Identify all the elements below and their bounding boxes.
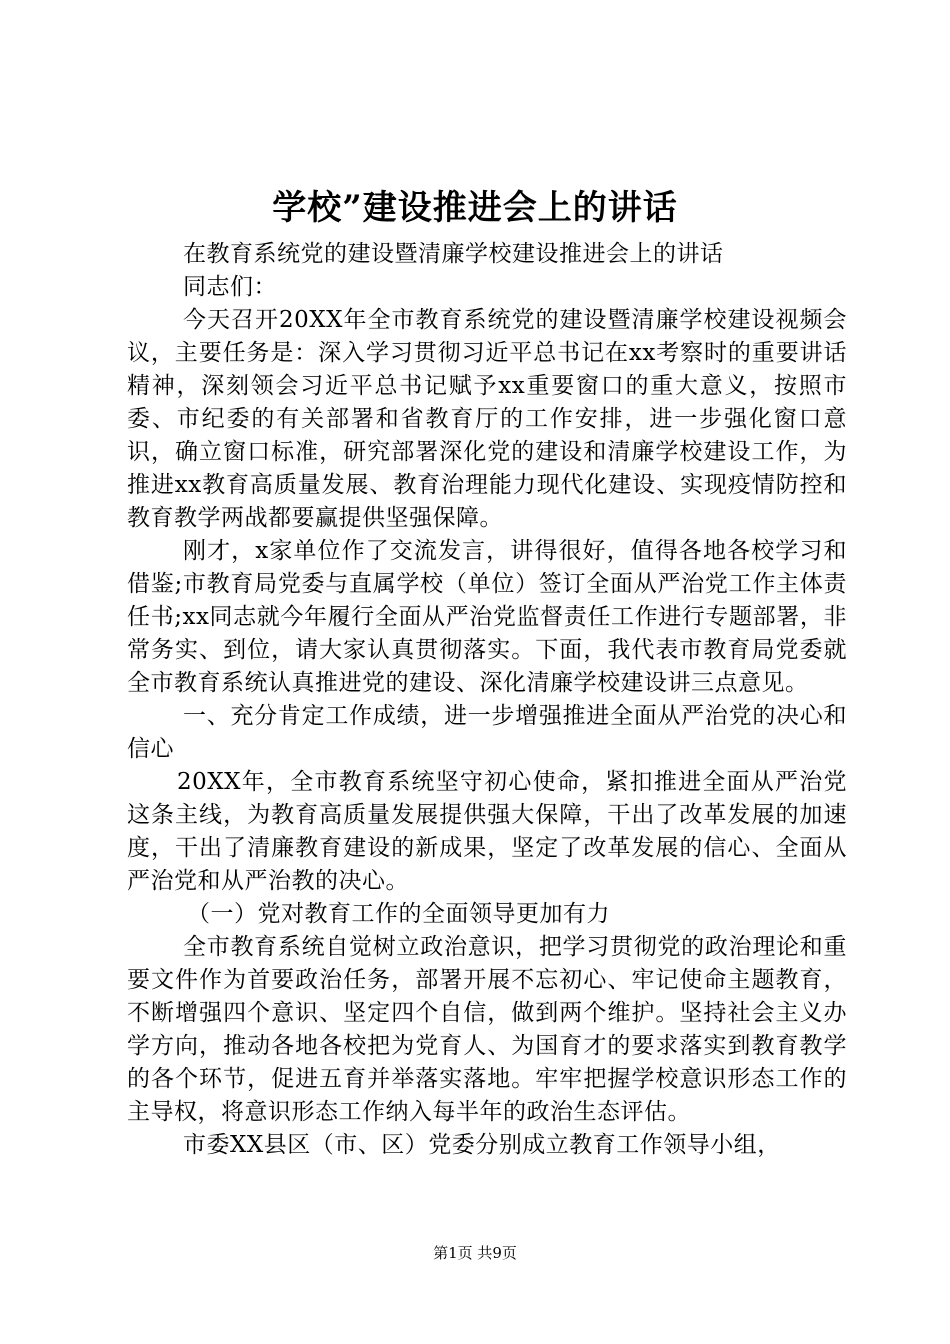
section-heading: 一、充分肯定工作成绩，进一步增强推进全面从严治党的决心和信心 (127, 703, 847, 762)
subsection-heading: （一）党对教育工作的全面领导更加有力 (187, 901, 610, 927)
document-title: 学校”建设推进会上的讲话 (272, 188, 678, 228)
body-paragraph: 今天召开20XX年全市教育系统党的建设暨清廉学校建设视频会议，主要任务是：深入学习贯彻习近平总书记在xx考察时的重要讲话精神，深刻领会习近平总书记赋予xx重要窗口的重大意义，按照市委、市纪委的有关部署和省教育厅的工作安排，进一步强化窗口意识，确立窗口标准，研究部署深化党的建设和清廉学校建设工作，为推进xx教育高质量发展、教育治理能力现代化建设、实现疫情防控和教育教学两战都要赢提供坚强保障。 (127, 307, 847, 531)
body-paragraph: 市委XX县区（市、区）党委分别成立教育工作领导小组， (183, 1132, 781, 1158)
page-footer: 第1页 共9页 (433, 1244, 517, 1262)
document-body (127, 238, 847, 1162)
body-paragraph: 全市教育系统自觉树立政治意识，把学习贯彻党的政治理论和重要文件作为首要政治任务，部署开展不忘初心、牢记使命主题教育，不断增强四个意识、坚定四个自信，做到两个维护。坚持社会主义办学方向，推动各地各校把为党育人、为国育才的要求落实到教育教学的各个环节，促进五育并举落实落地。牢牢把握学校意识形态工作的主导权，将意识形态工作纳入每半年的政治生态评估。 (127, 934, 847, 1125)
body-paragraph: 20XX年，全市教育系统坚守初心使命，紧扣推进全面从严治党这条主线，为教育高质量发展提供强大保障，干出了改革发展的加速度，干出了清廉教育建设的新成果，坚定了改革发展的信心、全面从严治党和从严治教的决心。 (127, 769, 847, 894)
subtitle-paragraph: 在教育系统党的建设暨清廉学校建设推进会上的讲话 (183, 241, 724, 267)
body-paragraph: 刚才，x家单位作了交流发言，讲得很好，值得各地各校学习和借鉴;市教育局党委与直属学校（单位）签订全面从严治党工作主体责任书;xx同志就今年履行全面从严治党监督责任工作进行专题部署，非常务实、到位，请大家认真贯彻落实。下面，我代表市教育局党委就全市教育系统认真推进党的建设、深化清廉学校建设讲三点意见。 (127, 538, 847, 696)
salutation-paragraph: 同志们： (183, 274, 277, 300)
